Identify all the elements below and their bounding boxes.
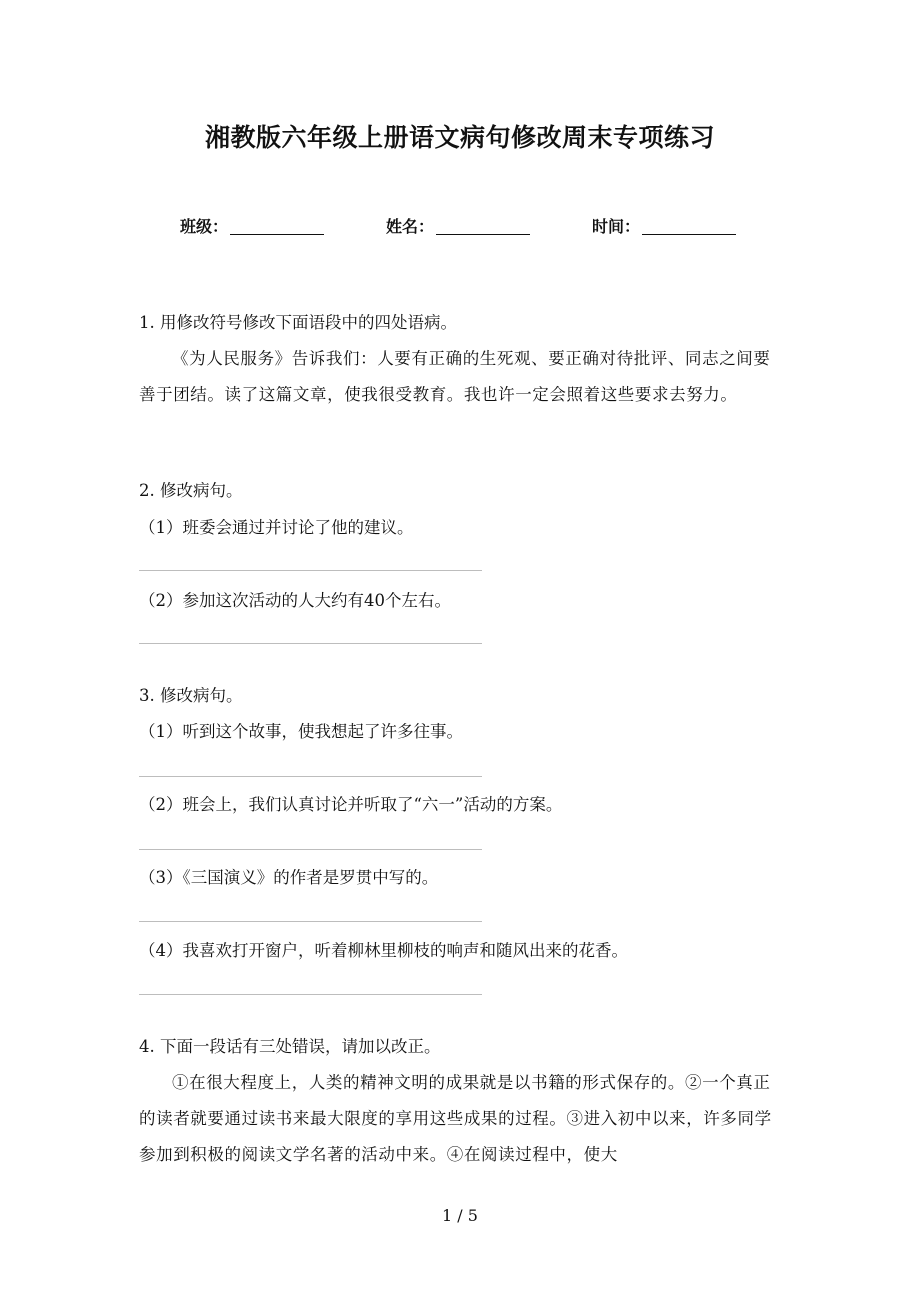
class-blank[interactable] [230,216,324,235]
student-info-row [180,214,780,240]
q2-answer-line-2[interactable] [139,643,482,644]
q2-item-2: （2）参加这次活动的人大约有40个左右。 [139,591,451,610]
time-blank[interactable] [642,216,736,235]
q3-answer-line-3[interactable] [139,921,482,922]
time-label: 时间： [592,217,641,236]
q4-heading: 4. 下面一段话有三处错误，请加以改正。 [139,1037,441,1056]
page-title: 湘教版六年级上册语文病句修改周末专项练习 [204,123,715,152]
class-label: 班级： [180,217,229,236]
q2-answer-line-1[interactable] [139,570,482,571]
q2-item-1: （1）班委会通过并讨论了他的建议。 [139,518,414,537]
q2-heading: 2. 修改病句。 [139,481,243,500]
name-field [386,214,530,237]
q3-answer-line-4[interactable] [139,994,482,995]
q3-item-2: （2）班会上，我们认真讨论并听取了“六一”活动的方案。 [139,795,563,814]
q4-paragraph: ①在很大程度上，人类的精神文明的成果就是以书籍的形式保存的。②一个真正的读者就要通过读书来最大限度的享用这些成果的过程。③进入初中以来，许多同学参加到积极的阅读文学名著的活动中来。④在阅读过程中，使大 [139,1073,772,1164]
q3-answer-line-1[interactable] [139,776,482,777]
q3-item-3: （3）《三国演义》的作者是罗贯中写的。 [139,868,439,887]
name-label: 姓名： [386,217,435,236]
q3-item-4: （4）我喜欢打开窗户，听着柳林里柳枝的响声和随风出来的花香。 [139,941,628,960]
time-field [592,214,736,237]
q3-item-1: （1）听到这个故事，使我想起了许多往事。 [139,722,463,741]
class-field [180,214,324,237]
name-blank[interactable] [436,216,530,235]
page-number: 1 / 5 [442,1206,478,1225]
q1-paragraph: 《为人民服务》告诉我们：人要有正确的生死观、要正确对待批评、同志之间要善于团结。读了这篇文章，使我很受教育。我也许一定会照着这些要求去努力。 [139,349,771,404]
q3-answer-line-2[interactable] [139,849,482,850]
q3-heading: 3. 修改病句。 [139,686,243,705]
q1-heading: 1. 用修改符号修改下面语段中的四处语病。 [139,313,457,332]
